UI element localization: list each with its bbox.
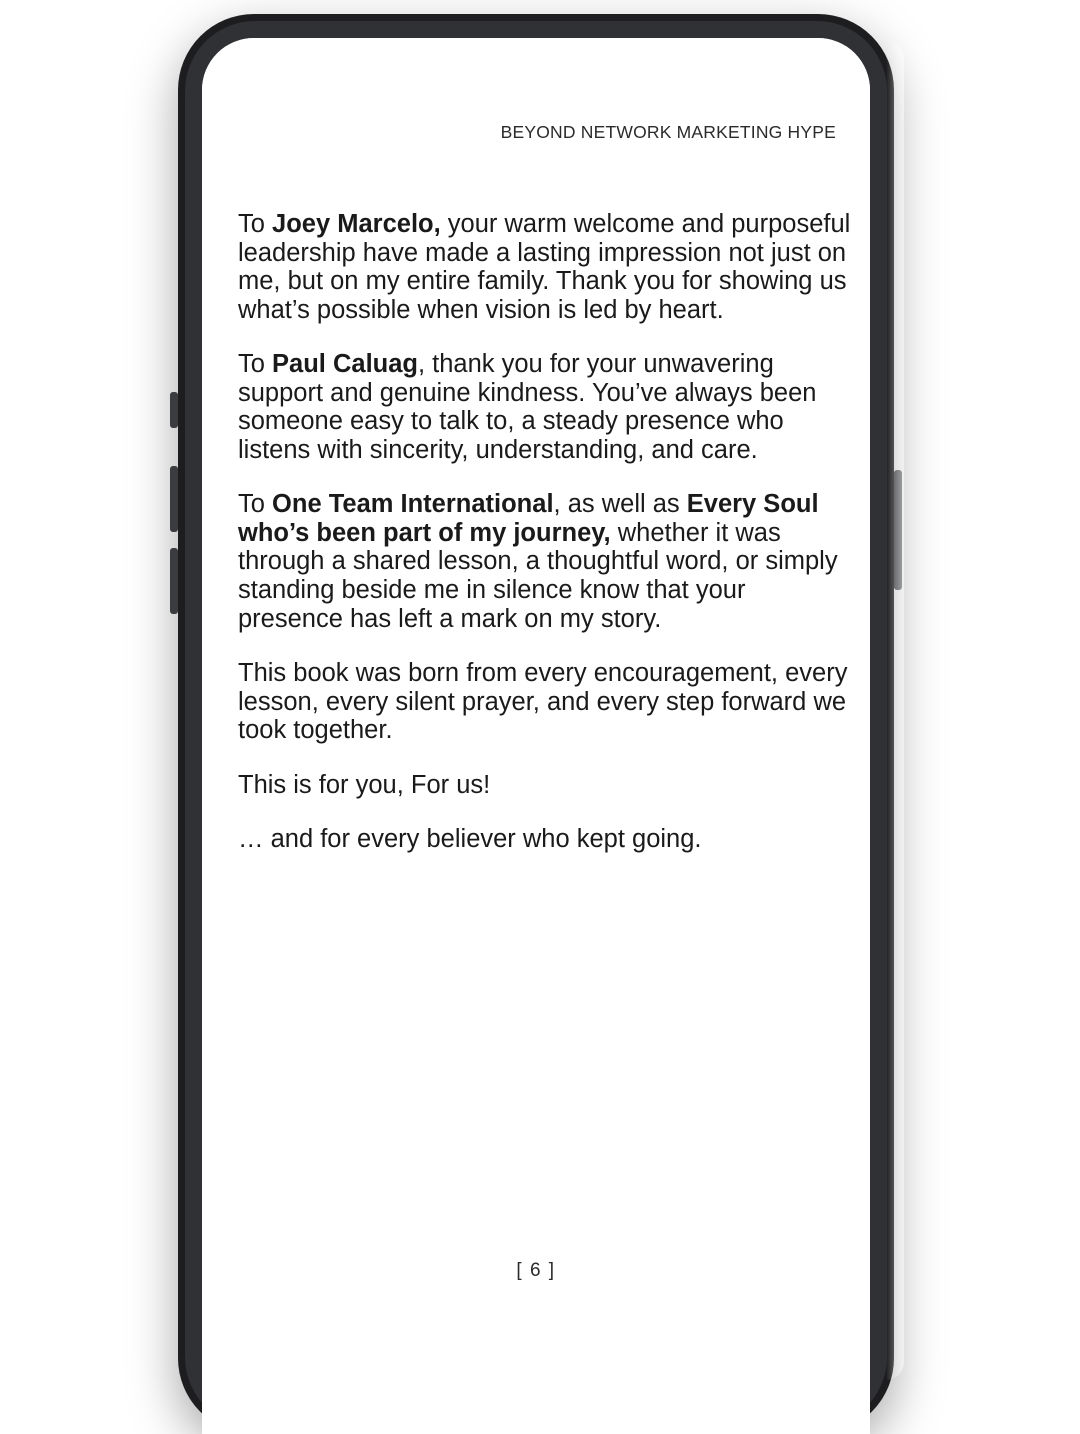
page-number: [ 6 ] [516, 1260, 556, 1281]
phone-screen[interactable] [202, 38, 870, 1434]
running-head: BEYOND NETWORK MARKETING HYPE [500, 122, 836, 142]
paragraph: This book was born from every encouragement, every lesson, every silent prayer, and every step forward we took together. [238, 659, 848, 745]
volume-up-button[interactable] [170, 466, 178, 532]
paragraph: … and for every believer who kept going. [238, 825, 702, 854]
volume-down-button[interactable] [170, 548, 178, 614]
paragraph: To Paul Caluag, thank you for your unwavering support and genuine kindness. You’ve always been someone easy to talk to, a steady presence who listens with sincerity, understanding, and care. [238, 350, 817, 464]
paragraph: This is for you, For us! [238, 770, 491, 799]
phone-mockup [178, 14, 894, 1434]
silence-switch-button[interactable] [170, 392, 178, 428]
book-page [202, 38, 870, 1434]
paragraph: To One Team International, as well as Every Soul who’s been part of my journey, whether it was through a shared lesson, a thoughtful word, or simply standing beside me in silence know that your presence has left a mark on my story. [238, 490, 838, 633]
power-button[interactable] [894, 470, 902, 590]
page-body-text [238, 210, 852, 854]
paragraph: To Joey Marcelo, your warm welcome and purposeful leadership have made a lasting impression not just on me, but on my entire family. Thank you for showing us what’s possible when vision is led by heart. [238, 210, 851, 324]
